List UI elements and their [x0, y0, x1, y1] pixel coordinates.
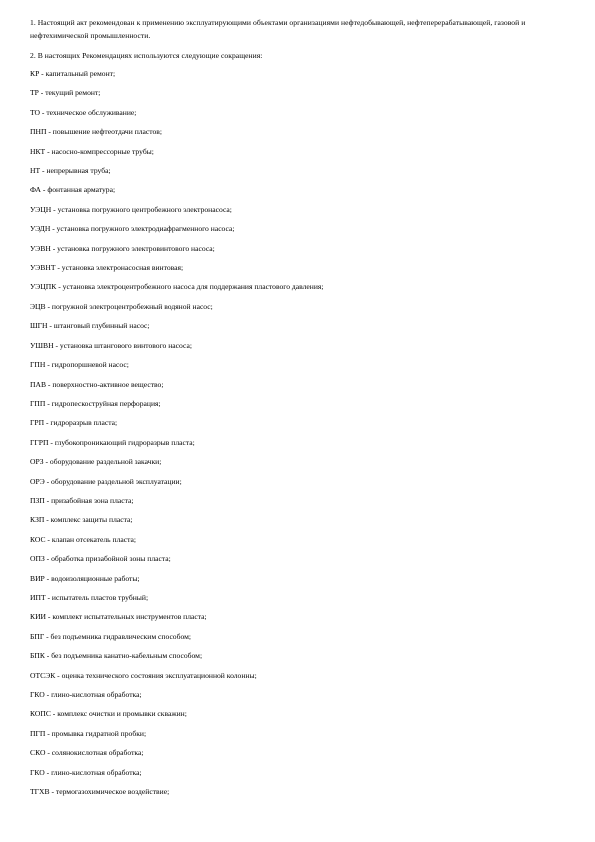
abbreviation-item: ТР - текущий ремонт; [30, 88, 101, 98]
paragraph-applicability: 1. Настоящий акт рекомендован к применению эксплуатирующими объектами организациями нефтедобывающей, нефтеперерабатывающей, газовой и нефтехимической промышленности. [30, 18, 526, 40]
abbreviation-item: ТО - техническое обслуживание; [30, 107, 137, 117]
abbreviation-item: КОС - клапан отсекатель пласта; [30, 534, 137, 544]
abbreviation-item: ИПТ - испытатель пластов трубный; [30, 592, 149, 602]
abbreviation-item: УЭВН - установка погружного электровинтового насоса; [30, 243, 215, 253]
abbreviation-item: ГГРП - глубокопроникающий гидроразрыв пласта; [30, 437, 195, 447]
abbreviation-item: УЭЦН - установка погружного центробежного электронасоса; [30, 204, 232, 214]
abbreviation-item: КОПС - комплекс очистки и промывки скважин; [30, 709, 187, 719]
abbreviation-item: ЭЦВ - погружной электроцентробежный водяной насос; [30, 301, 213, 311]
abbreviation-item: ПАВ - поверхностно-активное вещество; [30, 379, 164, 389]
document-intro [30, 16, 570, 69]
abbreviation-item: ГКО - глино-кислотная обработка; [30, 690, 142, 699]
abbreviation-item: УЭВНТ - установка электронасосная винтовая; [30, 263, 184, 273]
abbreviation-item: ФА - фонтанная арматура; [30, 185, 116, 195]
abbreviation-item: ГКО - глино-кислотная обработка; [30, 767, 142, 777]
abbreviation-item: ГРП - гидроразрыв пласта; [30, 418, 118, 428]
abbreviation-item: НТ - непрерывная труба; [30, 166, 111, 176]
abbreviation-item: ПНП - повышение нефтеотдачи пластов; [30, 127, 163, 137]
abbreviation-item: КР - капитальный ремонт; [30, 69, 116, 78]
abbreviation-item: КЗП - комплекс защиты пласта; [30, 515, 133, 525]
abbreviation-item: УШВН - установка штангового винтового насоса; [30, 340, 192, 350]
abbreviation-item: ПЗП - призабойная зона пласта; [30, 495, 134, 505]
abbreviation-item: ОТСЭК - оценка технического состояния эксплуатационной колонны; [30, 670, 257, 680]
abbreviation-item: ВИР - водоизоляционные работы; [30, 573, 140, 583]
abbreviation-item: БПК - без подъемника канатно-кабельным способом; [30, 651, 203, 661]
abbreviation-item: ГПН - гидропоршневой насос; [30, 360, 129, 370]
abbreviation-item: УЭДН - установка погружного электродиафрагменного насоса; [30, 224, 235, 234]
abbreviation-item: ОПЗ - обработка призабойной зоны пласта; [30, 554, 171, 564]
abbreviation-item: НКТ - насосно-компрессорные трубы; [30, 146, 154, 156]
paragraph-abbreviations-intro: 2. В настоящих Рекомендациях используются следующие сокращения: [30, 51, 263, 60]
abbreviation-item: ОРЭ - оборудование раздельной эксплуатации; [30, 476, 182, 486]
abbreviation-item: ШГН - штанговый глубинный насос; [30, 321, 150, 331]
abbreviation-item: УЭЦПК - установка электроцентробежного насоса для поддержания пластового давления; [30, 282, 324, 292]
abbreviation-item: ТГХВ - термогазохимическое воздействие; [30, 787, 170, 797]
abbreviation-item: КИИ - комплект испытательных инструментов пласта; [30, 612, 207, 622]
abbreviation-list [30, 67, 570, 804]
abbreviation-item: ПГП - промывка гидратной пробки; [30, 728, 147, 738]
abbreviation-item: БПГ - без подъемника гидравлическим способом; [30, 631, 192, 641]
abbreviation-item: ГПП - гидропескоструйная перфорация; [30, 398, 161, 408]
abbreviation-item: ОРЗ - оборудование раздельной закачки; [30, 457, 162, 467]
abbreviation-item: СКО - солянокислотная обработка; [30, 748, 144, 758]
